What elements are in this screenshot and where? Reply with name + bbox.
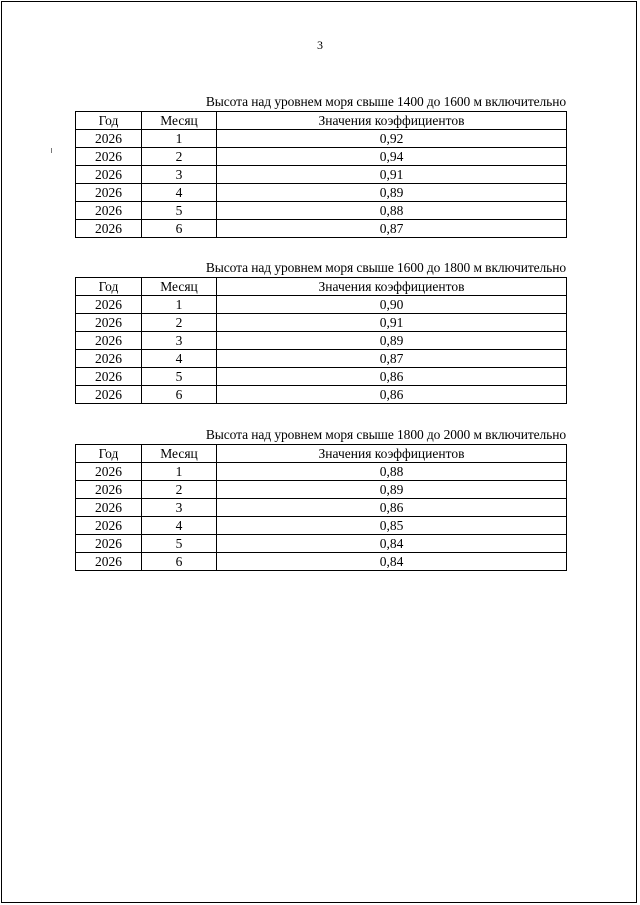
coefficient-section-1400-1600 [75, 94, 566, 238]
header-month: Месяц [142, 112, 217, 130]
cell-year: 2026 [76, 535, 142, 553]
cell-year: 2026 [76, 166, 142, 184]
table-row [76, 350, 567, 368]
cell-value: 0,91 [217, 166, 567, 184]
table-caption: Высота над уровнем моря свыше 1800 до 2000 м включительно [205, 427, 566, 442]
cell-month: 1 [142, 130, 217, 148]
table-row [76, 332, 567, 350]
coefficient-section-1800-2000 [75, 427, 566, 571]
table-header-row [76, 112, 567, 130]
table-row [76, 481, 567, 499]
cell-month: 2 [142, 148, 217, 166]
cell-value: 0,92 [217, 130, 567, 148]
cell-year: 2026 [76, 386, 142, 404]
header-year: Год [76, 112, 142, 130]
table-row [76, 463, 567, 481]
cell-month: 5 [142, 368, 217, 386]
cell-month: 4 [142, 184, 217, 202]
scan-mark [51, 148, 52, 153]
cell-value: 0,86 [217, 386, 567, 404]
table-row [76, 184, 567, 202]
header-month: Месяц [142, 445, 217, 463]
cell-month: 4 [142, 517, 217, 535]
cell-year: 2026 [76, 517, 142, 535]
table-row [76, 553, 567, 571]
cell-year: 2026 [76, 499, 142, 517]
table-row [76, 296, 567, 314]
cell-month: 6 [142, 553, 217, 571]
table-row [76, 148, 567, 166]
cell-month: 5 [142, 535, 217, 553]
cell-year: 2026 [76, 332, 142, 350]
cell-year: 2026 [76, 220, 142, 238]
cell-value: 0,94 [217, 148, 567, 166]
cell-month: 3 [142, 499, 217, 517]
cell-value: 0,84 [217, 535, 567, 553]
cell-month: 1 [142, 296, 217, 314]
table-row [76, 202, 567, 220]
header-values: Значения коэффициентов [217, 445, 567, 463]
coefficient-table [75, 277, 567, 404]
table-row [76, 220, 567, 238]
table-row [76, 499, 567, 517]
coefficient-table [75, 444, 567, 571]
table-row [76, 386, 567, 404]
cell-year: 2026 [76, 184, 142, 202]
table-caption: Высота над уровнем моря свыше 1400 до 1600 м включительно [205, 94, 566, 109]
table-header-row [76, 445, 567, 463]
header-values: Значения коэффициентов [217, 278, 567, 296]
table-row [76, 535, 567, 553]
header-year: Год [76, 278, 142, 296]
table-row [76, 517, 567, 535]
cell-year: 2026 [76, 553, 142, 571]
cell-year: 2026 [76, 350, 142, 368]
cell-value: 0,85 [217, 517, 567, 535]
cell-month: 3 [142, 332, 217, 350]
table-row [76, 130, 567, 148]
header-month: Месяц [142, 278, 217, 296]
coefficient-table [75, 111, 567, 238]
table-row [76, 166, 567, 184]
cell-year: 2026 [76, 130, 142, 148]
cell-value: 0,86 [217, 368, 567, 386]
table-row [76, 314, 567, 332]
table-header-row [76, 278, 567, 296]
header-year: Год [76, 445, 142, 463]
cell-month: 6 [142, 220, 217, 238]
cell-month: 2 [142, 314, 217, 332]
table-caption: Высота над уровнем моря свыше 1600 до 1800 м включительно [205, 260, 566, 275]
cell-value: 0,88 [217, 202, 567, 220]
cell-value: 0,89 [217, 332, 567, 350]
cell-month: 3 [142, 166, 217, 184]
cell-value: 0,91 [217, 314, 567, 332]
cell-year: 2026 [76, 368, 142, 386]
page-number: 3 [317, 38, 323, 52]
cell-year: 2026 [76, 148, 142, 166]
cell-year: 2026 [76, 314, 142, 332]
cell-value: 0,89 [217, 481, 567, 499]
cell-year: 2026 [76, 463, 142, 481]
cell-month: 1 [142, 463, 217, 481]
cell-year: 2026 [76, 296, 142, 314]
cell-value: 0,86 [217, 499, 567, 517]
coefficient-section-1600-1800 [75, 260, 566, 404]
cell-year: 2026 [76, 202, 142, 220]
cell-value: 0,87 [217, 350, 567, 368]
cell-value: 0,89 [217, 184, 567, 202]
cell-value: 0,88 [217, 463, 567, 481]
cell-month: 6 [142, 386, 217, 404]
cell-value: 0,90 [217, 296, 567, 314]
cell-value: 0,84 [217, 553, 567, 571]
cell-month: 5 [142, 202, 217, 220]
cell-year: 2026 [76, 481, 142, 499]
header-values: Значения коэффициентов [217, 112, 567, 130]
cell-value: 0,87 [217, 220, 567, 238]
cell-month: 2 [142, 481, 217, 499]
cell-month: 4 [142, 350, 217, 368]
table-row [76, 368, 567, 386]
